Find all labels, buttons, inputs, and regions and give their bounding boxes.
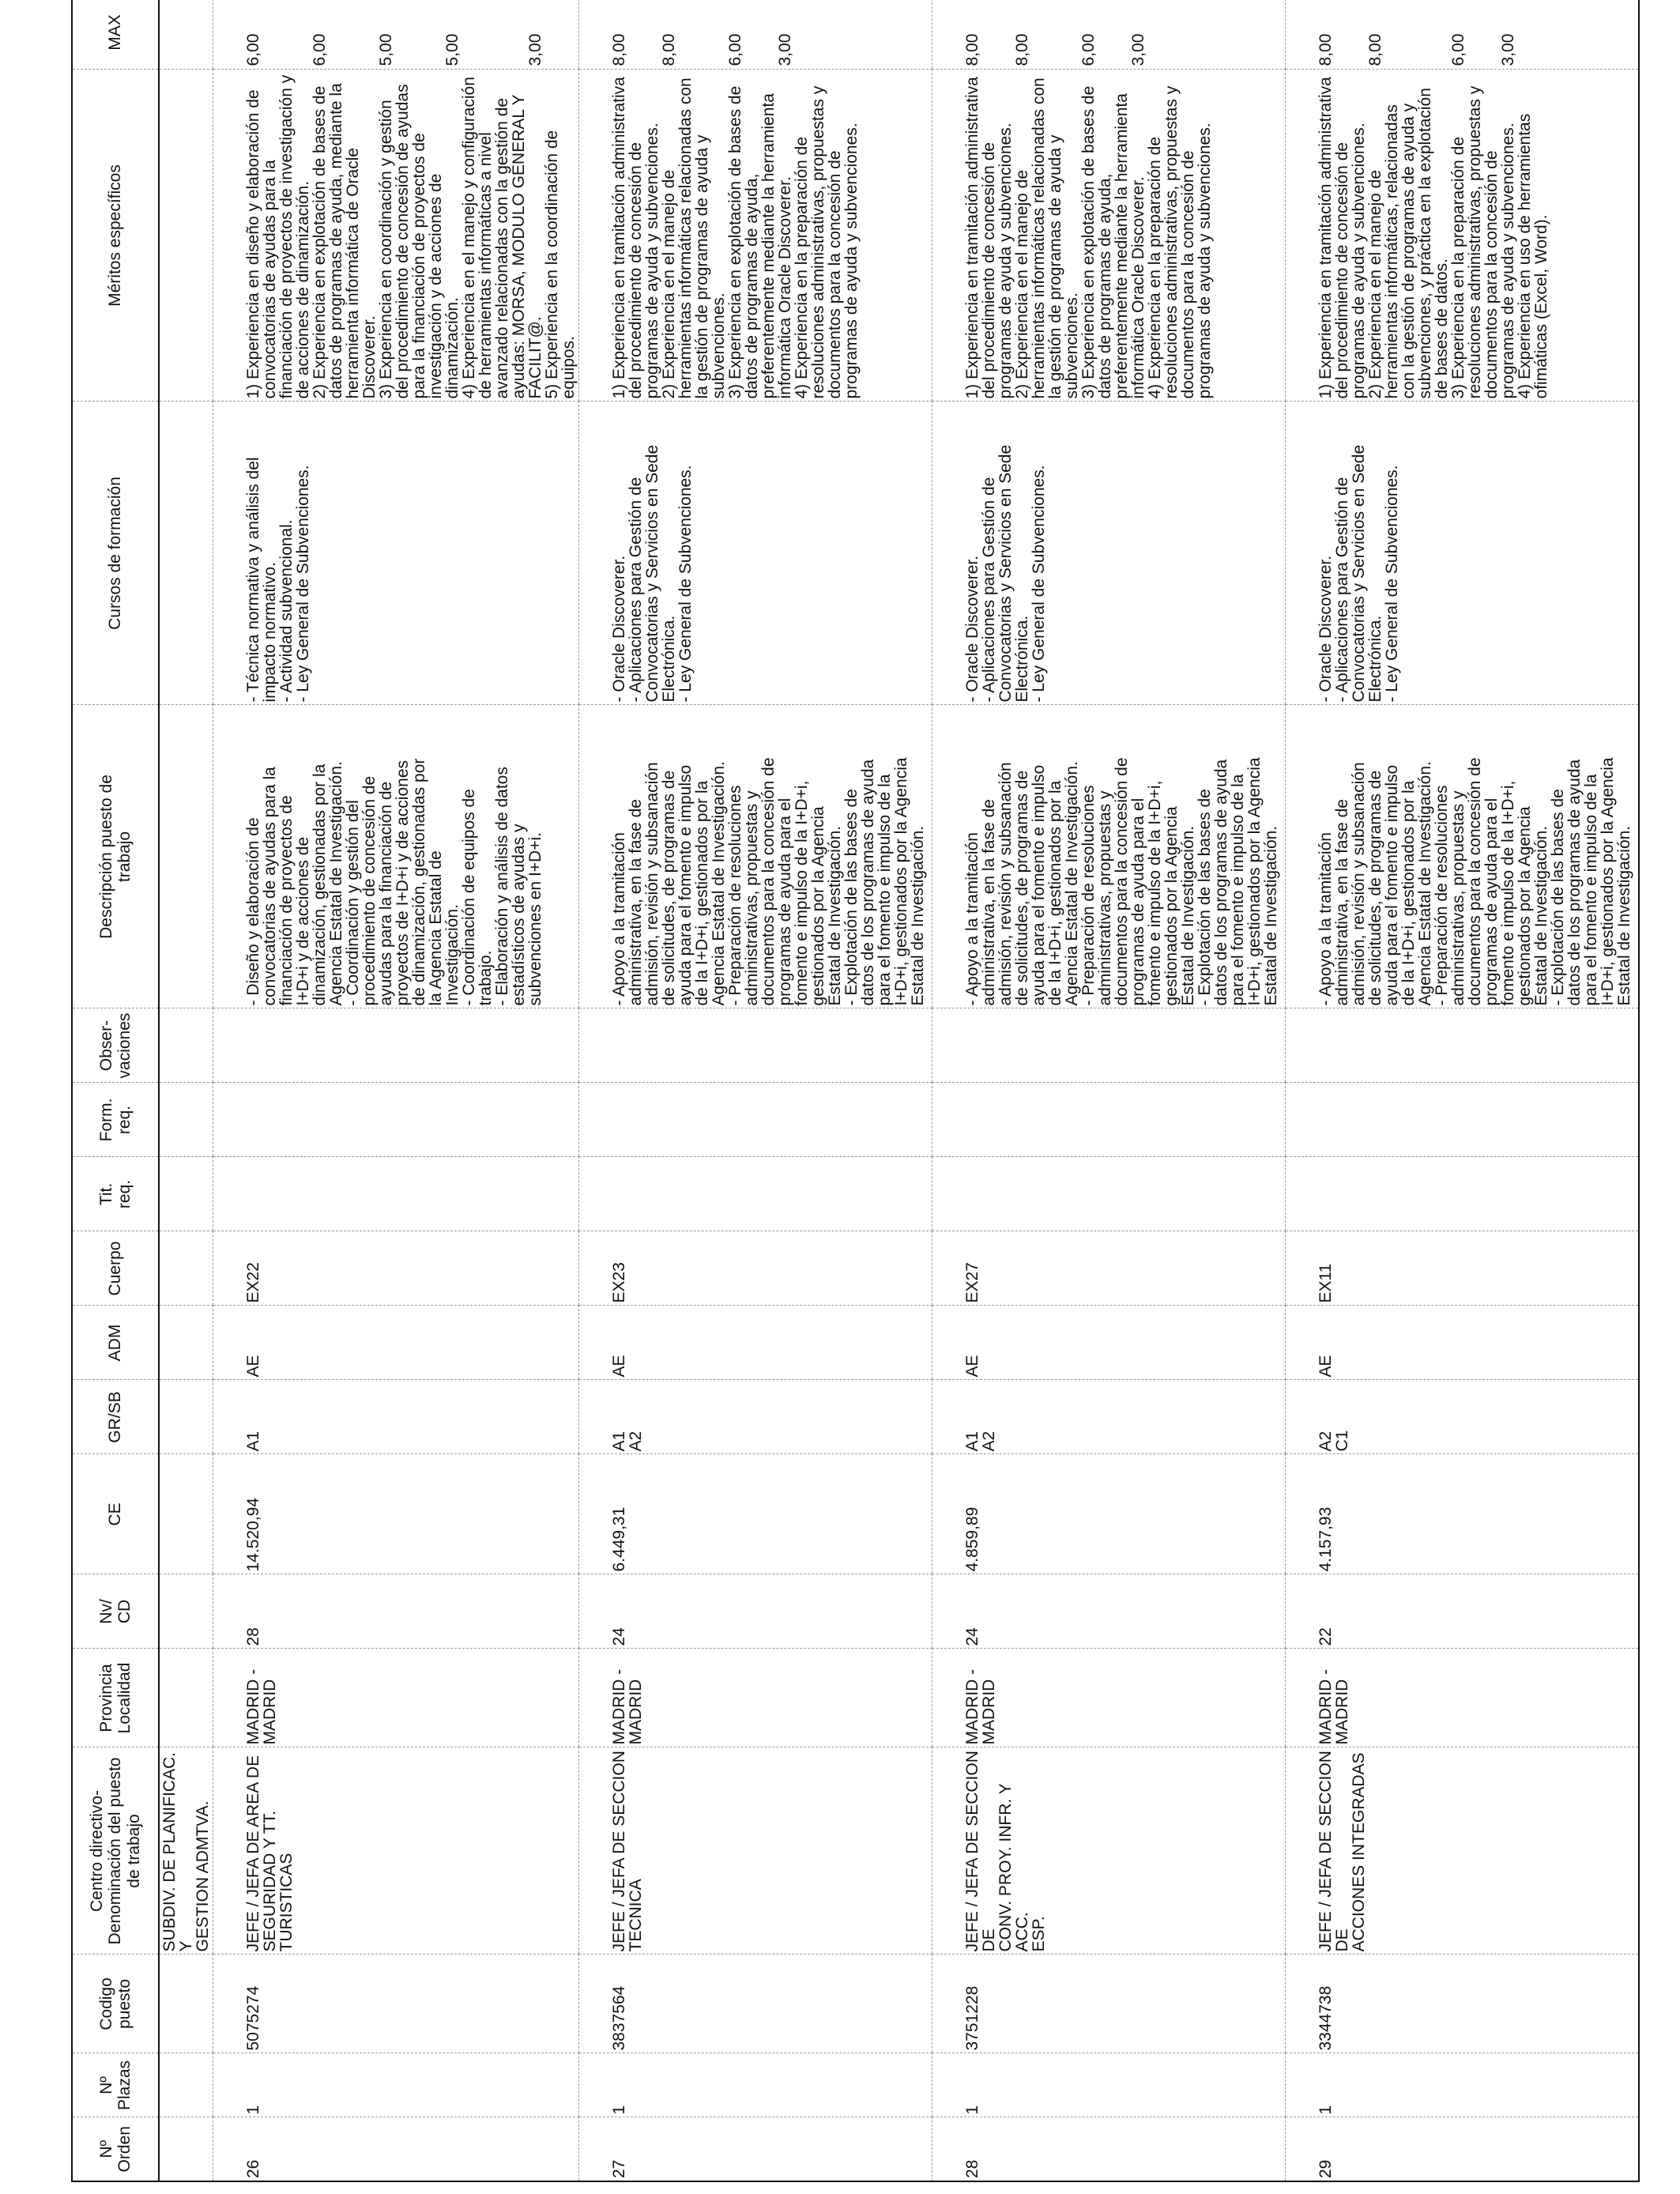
orden-cell: 27	[579, 2117, 932, 2181]
cell	[159, 1008, 213, 1083]
cell	[159, 70, 213, 401]
cell	[159, 1157, 213, 1231]
cuerpo-cell: EX11	[1286, 1231, 1640, 1306]
max-cell	[579, 0, 932, 70]
grupo-cell: A1 A2	[579, 1380, 932, 1454]
plazas-cell: 1	[1286, 2053, 1640, 2117]
descripcion-cell: - Diseño y elaboración de convocatorias de ayudas para la financiación de proyectos de I+D+i y de acciones de dinamización, gestionadas por la Agencia Estatal de Investigación. - Coordinación y gestión del procedimiento de concesión de ayudas para la financiación de proyectos de I+D+i y de acciones de dinamización, gestionadas por la Agencia Estatal de Investigación. - Coordinación de equipos de trabajo. - Elaboración y análisis de datos estadísticos de ayudas y subvenciones en I+D+i.	[213, 705, 579, 1008]
cell	[159, 705, 213, 1008]
orden-cell: 29	[1286, 2117, 1640, 2181]
adm-cell: AE	[213, 1306, 579, 1380]
plazas-cell: 1	[932, 2053, 1286, 2117]
observaciones-cell	[932, 1008, 1286, 1083]
provincia-cell: MADRID - MADRID	[932, 1649, 1286, 1747]
titulacion-cell	[1286, 1157, 1640, 1231]
max-value: 3,00	[776, 33, 794, 66]
cursos-cell: - Oracle Discoverer. - Aplicaciones para Gestión de Convocatorias y Servicios en Sede Electrónica. - Ley General de Subvenciones.	[932, 401, 1286, 705]
max-value: 3,00	[1499, 33, 1517, 66]
cuerpo-cell: EX23	[579, 1231, 932, 1306]
titulacion-cell	[579, 1157, 932, 1231]
max-value: 6,00	[1449, 33, 1467, 66]
codigo-cell: 3344738	[1286, 1955, 1640, 2053]
header-provincia: Provincia Localidad	[72, 1649, 159, 1747]
header-orden: Nº Orden	[72, 2117, 159, 2181]
max-value: 6,00	[726, 33, 744, 66]
orden-cell: 26	[213, 2117, 579, 2181]
header-descripcion: Descripción puesto de trabajo	[72, 705, 159, 1008]
adm-cell: AE	[932, 1306, 1286, 1380]
grupo-cell: A1	[213, 1380, 579, 1454]
nivel-cell: 22	[1286, 1574, 1640, 1649]
cursos-cell: - Oracle Discoverer. - Aplicaciones para Gestión de Convocatorias y Servicios en Sede Electrónica. - Ley General de Subvenciones.	[1286, 401, 1640, 705]
header-max: MAX	[72, 0, 159, 70]
max-value: 8,00	[1013, 33, 1031, 66]
cell	[159, 1574, 213, 1649]
meritos-cell: 1) Experiencia en tramitación administrativa del procedimiento de concesión de programas de ayuda y subvenciones. 2) Experiencia en el manejo de herramientas informáticas, relacionadas con la gestión de programas de ayuda y subvenciones, y práctica en la explotación de bases de datos. 3) Experiencia en la preparación de resoluciones administrativas, propuestas y documentos para la concesión de programas de ayuda y subvenciones. 4) Experiencia en uso de herramientas ofimáticas (Excel, Word).	[1286, 70, 1640, 401]
max-value: 6,00	[1079, 33, 1098, 66]
cuerpo-cell: EX27	[932, 1231, 1286, 1306]
header-meritos: Méritos específicos	[72, 70, 159, 401]
cell	[159, 2053, 213, 2117]
header-nivel: Nv/ CD	[72, 1574, 159, 1649]
group-row	[159, 0, 213, 2181]
orden-cell: 28	[932, 2117, 1286, 2181]
observaciones-cell	[1286, 1008, 1640, 1083]
provincia-cell: MADRID - MADRID	[213, 1649, 579, 1747]
header-codigo: Codigo puesto	[72, 1955, 159, 2053]
max-value: 8,00	[963, 33, 981, 66]
max-cell	[932, 0, 1286, 70]
header-observaciones: Obser- vaciones	[72, 1008, 159, 1083]
table-row	[1286, 0, 1640, 2181]
ce-cell: 4.157,93	[1286, 1454, 1640, 1574]
codigo-cell: 3837564	[579, 1955, 932, 2053]
denominacion-cell: JEFE / JEFA DE SECCION TECNICA	[579, 1747, 932, 1955]
max-value: 6,00	[311, 33, 329, 66]
observaciones-cell	[213, 1008, 579, 1083]
ce-cell: 14.520,94	[213, 1454, 579, 1574]
cell	[159, 2117, 213, 2181]
nivel-cell: 24	[932, 1574, 1286, 1649]
max-value: 5,00	[443, 33, 461, 66]
header-formacion: Form. req.	[72, 1083, 159, 1157]
formacion-cell	[932, 1083, 1286, 1157]
max-value: 6,00	[244, 33, 262, 66]
grupo-cell: A2 C1	[1286, 1380, 1640, 1454]
cursos-cell: - Oracle Discoverer. - Aplicaciones para Gestión de Convocatorias y Servicios en Sede Electrónica. - Ley General de Subvenciones.	[579, 401, 932, 705]
max-value: 8,00	[610, 33, 628, 66]
centro-directivo: SUBDIV. DE PLANIFICAC. Y GESTION ADMTVA.	[159, 1747, 213, 1955]
header-cursos: Cursos de formación	[72, 401, 159, 705]
header-ce: CE	[72, 1454, 159, 1574]
nivel-cell: 28	[213, 1574, 579, 1649]
denominacion-cell: JEFE / JEFA DE AREA DE SEGURIDAD Y TT. TURISTICAS	[213, 1747, 579, 1955]
max-cell	[1286, 0, 1640, 70]
cursos-cell: - Técnica normativa y análisis del impacto normativo. - Actividad subvencional. - Ley General de Subvenciones.	[213, 401, 579, 705]
cuerpo-cell: EX22	[213, 1231, 579, 1306]
denominacion-cell: JEFE / JEFA DE SECCION DE ACCIONES INTEGRADAS	[1286, 1747, 1640, 1955]
header-cuerpo: Cuerpo	[72, 1231, 159, 1306]
descripcion-cell: - Apoyo a la tramitación administrativa, en la fase de admisión, revisión y subsanación de solicitudes, de programas de ayuda para el fomento e impulso de la I+D+i, gestionados por la Agencia Estatal de Investigación. - Preparación de resoluciones administrativas, propuestas y documentos para la concesión de programas de ayuda para el fomento e impulso de la I+D+i, gestionados por la Agencia Estatal de Investigación. - Explotación de las bases de datos de los programas de ayuda para el fomento e impulso de la I+D+i, gestionados por la Agencia Estatal de Investigación.	[579, 705, 932, 1008]
meritos-cell: 1) Experiencia en diseño y elaboración de convocatorias de ayudas para la financiación de proyectos de investigación y de acciones de dinamización. 2) Experiencia en explotación de bases de datos de programas de ayuda, mediante la herramienta informática de Oracle Discoverer. 3) Experiencia en coordinación y gestión del procedimiento de concesión de ayudas para la financiación de proyectos de investigación y de acciones de dinamización. 4) Experiencia en el manejo y configuración de herramientas informáticas a nivel avanzado relacionadas con la gestión de ayudas: MORSA, MODULO GENERAL Y FACILIT@. 5) Experiencia en la coordinación de equipos.	[213, 70, 579, 401]
titulacion-cell	[932, 1157, 1286, 1231]
formacion-cell	[1286, 1083, 1640, 1157]
job-positions-table	[71, 0, 1640, 2182]
grupo-cell: A1 A2	[932, 1380, 1286, 1454]
codigo-cell: 5075274	[213, 1955, 579, 2053]
max-value: 3,00	[1129, 33, 1147, 66]
cell	[159, 0, 213, 70]
observaciones-cell	[579, 1008, 932, 1083]
cell	[159, 1306, 213, 1380]
meritos-cell: 1) Experiencia en tramitación administrativa del procedimiento de concesión de programas de ayuda y subvenciones. 2) Experiencia en el manejo de herramientas informáticas relacionadas con la gestión de programas de ayuda y subvenciones. 3) Experiencia en explotación de bases de datos de programas de ayuda, preferentemente mediante la herramienta informática Oracle Discoverer. 4) Experiencia en la preparación de resoluciones administrativas, propuestas y documentos para la concesión de programas de ayuda y subvenciones.	[932, 70, 1286, 401]
max-value: 8,00	[1366, 33, 1384, 66]
descripcion-cell: - Apoyo a la tramitación administrativa, en la fase de admisión, revisión y subsanación de solicitudes, de programas de ayuda para el fomento e impulso de la I+D+i, gestionados por la Agencia Estatal de Investigación. - Preparación de resoluciones administrativas, propuestas y documentos para la concesión de programas de ayuda para el fomento e impulso de la I+D+i, gestionados por la Agencia Estatal de Investigación. - Explotación de las bases de datos de los programas de ayuda para el fomento e impulso de la I+D+i, gestionados por la Agencia Estatal de Investigación.	[932, 705, 1286, 1008]
cell	[159, 1649, 213, 1747]
codigo-cell: 3751228	[932, 1955, 1286, 2053]
cell	[159, 1231, 213, 1306]
max-value: 8,00	[1317, 33, 1335, 66]
cell	[159, 1454, 213, 1574]
max-value: 3,00	[526, 33, 544, 66]
table-row	[579, 0, 932, 2181]
plazas-cell: 1	[213, 2053, 579, 2117]
provincia-cell: MADRID - MADRID	[1286, 1649, 1640, 1747]
table-row	[213, 0, 579, 2181]
formacion-cell	[579, 1083, 932, 1157]
cell	[159, 1083, 213, 1157]
titulacion-cell	[213, 1157, 579, 1231]
adm-cell: AE	[1286, 1306, 1640, 1380]
rows-body	[213, 0, 1640, 2181]
cell	[159, 1955, 213, 2053]
ce-cell: 4.859,89	[932, 1454, 1286, 1574]
provincia-cell: MADRID - MADRID	[579, 1649, 932, 1747]
formacion-cell	[213, 1083, 579, 1157]
header-row	[72, 0, 159, 2181]
plazas-cell: 1	[579, 2053, 932, 2117]
denominacion-cell: JEFE / JEFA DE SECCION DE CONV. PROY. INFR. Y ACC. ESP.	[932, 1747, 1286, 1955]
ce-cell: 6.449,31	[579, 1454, 932, 1574]
adm-cell: AE	[579, 1306, 932, 1380]
max-value: 8,00	[660, 33, 678, 66]
cell	[159, 401, 213, 705]
header-adm: ADM	[72, 1306, 159, 1380]
header-centro: Centro directivo- Denominación del puesto de trabajo	[72, 1747, 159, 1955]
max-value: 5,00	[377, 33, 395, 66]
header-titulacion: Tit. req.	[72, 1157, 159, 1231]
cell	[159, 1380, 213, 1454]
header-grupo: GR/SB	[72, 1380, 159, 1454]
table-row	[932, 0, 1286, 2181]
header-plazas: Nº Plazas	[72, 2053, 159, 2117]
nivel-cell: 24	[579, 1574, 932, 1649]
max-cell	[213, 0, 579, 70]
descripcion-cell: - Apoyo a la tramitación administrativa, en la fase de admisión, revisión y subsanación de solicitudes, de programas de ayuda para el fomento e impulso de la I+D+i, gestionados por la Agencia Estatal de Investigación. - Preparación de resoluciones administrativas, propuestas y documentos para la concesión de programas de ayuda para el fomento e impulso de la I+D+i, gestionados por la Agencia Estatal de Investigación. - Explotación de las bases de datos de los programas de ayuda para el fomento e impulso de la I+D+i, gestionados por la Agencia Estatal de Investigación.	[1286, 705, 1640, 1008]
meritos-cell: 1) Experiencia en tramitación administrativa del procedimiento de concesión de programas de ayuda y subvenciones. 2) Experiencia en el manejo de herramientas informáticas relacionadas con la gestión de programas de ayuda y subvenciones. 3) Experiencia en explotación de bases de datos de programas de ayuda, preferentemente mediante la herramienta informática Oracle Discoverer. 4) Experiencia en la preparación de resoluciones administrativas, propuestas y documentos para la concesión de programas de ayuda y subvenciones.	[579, 70, 932, 401]
